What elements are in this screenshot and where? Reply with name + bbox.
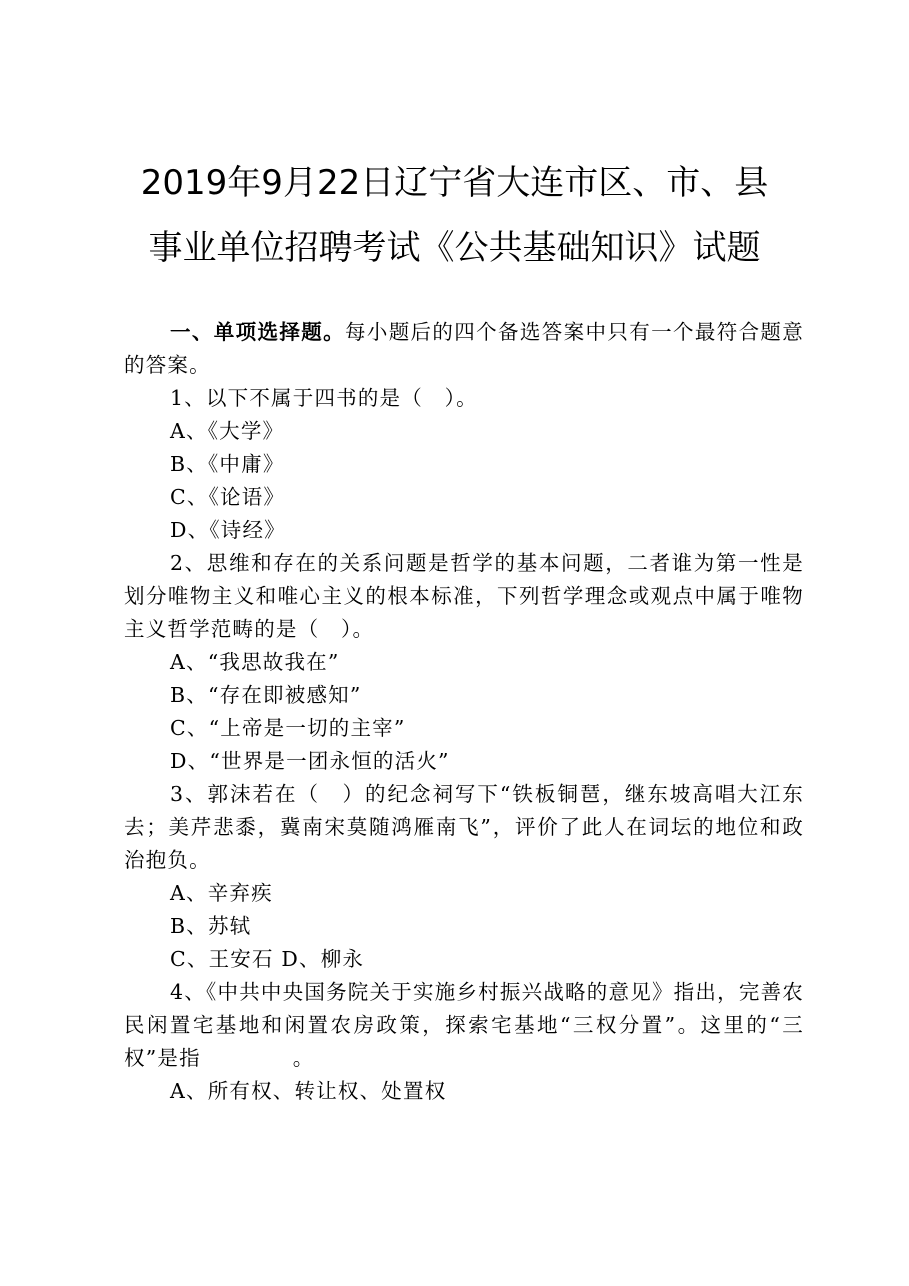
question-2-option-b: B、“存在即被感知” <box>170 683 362 707</box>
document-title-line-1: 2019年9月22日辽宁省大连市区、市、县 <box>140 163 769 203</box>
question-1-option-d: D、《诗经》 <box>170 518 286 542</box>
question-1-stem: 1、以下不属于四书的是（ ）。 <box>170 386 478 410</box>
question-2-option-d: D、“世界是一团永恒的活火” <box>170 749 450 773</box>
question-4-stem-end: 。 <box>292 1046 315 1070</box>
question-2-stem: 2、思维和存在的关系问题是哲学的基本问题，二者谁为第一性是划分唯物主义和唯心主义的根本标准，下列哲学理念或观点中属于唯物主义哲学范畴的是（ ）。 <box>124 551 804 641</box>
question-1-option-c: C、《论语》 <box>170 485 286 509</box>
question-4-option-a: A、所有权、转让权、处置权 <box>170 1079 447 1103</box>
question-4-stem <box>124 976 804 1075</box>
question-4-stem-text: 4、《中共中央国务院关于实施乡村振兴战略的意见》指出，完善农民闲置宅基地和闲置农房政策，探索宅基地“三权分置”。这里的“三权”是指 <box>124 980 804 1070</box>
section-instruction: 每小题后的四个备选答案中只有一个最符合题意的答案。 <box>124 320 805 377</box>
question-3-stem: 3、郭沫若在（ ）的纪念祠写下“铁板铜琶，继东坡高唱大江东去；美芹悲黍，冀南宋莫随鸿雁南飞”，评价了此人在词坛的地位和政治抱负。 <box>124 782 804 872</box>
section-heading: 一、单项选择题。 <box>170 320 345 344</box>
document-title-line-2: 事业单位招聘考试《公共基础知识》试题 <box>148 228 761 268</box>
question-3-option-a: A、辛弃疾 <box>170 881 273 905</box>
question-1-option-b: B、《中庸》 <box>170 452 285 476</box>
question-3-option-c-d: C、王安石 D、柳永 <box>170 947 365 971</box>
question-2-option-a: A、“我思故我在” <box>170 650 340 674</box>
question-2-option-c: C、“上帝是一切的主宰” <box>170 716 406 740</box>
question-3-option-b: B、苏轼 <box>170 914 252 938</box>
document-body <box>124 316 804 1108</box>
section-intro <box>124 316 804 382</box>
question-1-option-a: A、《大学》 <box>170 419 285 443</box>
